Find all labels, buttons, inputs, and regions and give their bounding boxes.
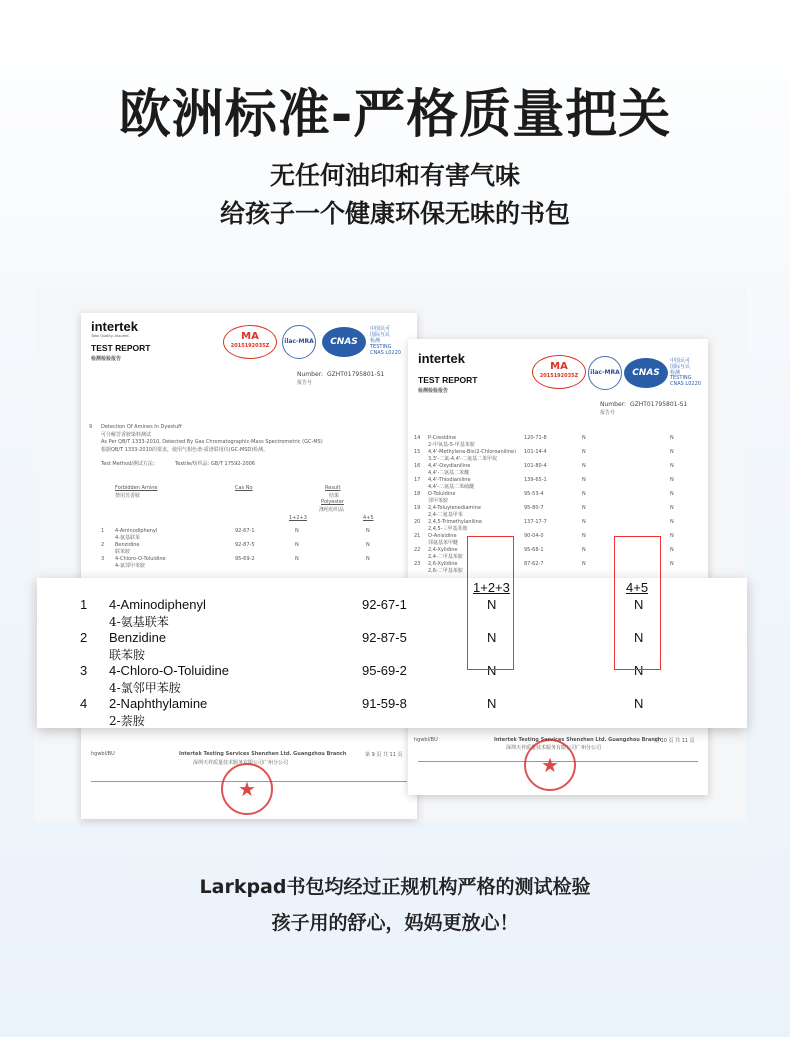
row-name: Benzidine xyxy=(109,630,167,645)
row-result-2: N xyxy=(670,463,674,469)
row-name: 2,4,5-Trimethylaniline xyxy=(428,519,482,525)
col-polyester-cn: 涤纶纺织品 xyxy=(319,507,345,513)
row-no: 3 xyxy=(101,556,105,562)
report-number-value: GZHT01795801-S1 xyxy=(327,371,385,378)
row-name: 4-Chloro-O-Toluidine xyxy=(109,663,229,678)
row-cas: 95-80-7 xyxy=(524,505,544,511)
company-seal-icon: ★ xyxy=(221,763,273,815)
row-result-1: N xyxy=(582,561,586,567)
row-no: 14 xyxy=(414,435,421,441)
row-result-2: N xyxy=(634,663,644,678)
report-number-label: Number: xyxy=(600,401,627,408)
row-name-cn: 联苯胺 xyxy=(109,648,146,662)
footer-company: Intertek Testing Services Shenzhen Ltd. Guangzhou Branch xyxy=(179,751,347,757)
textile-standard: Textile/纺织品: GB/T 17592-2006 xyxy=(175,461,255,467)
row-result-1: N xyxy=(582,491,586,497)
row-cas: 92-67-1 xyxy=(362,597,407,612)
row-no: 2 xyxy=(101,542,105,548)
footer-line-1: Larkpad书包均经过正规机构严格的测试检验 xyxy=(199,876,591,898)
row-result-1: N xyxy=(295,528,299,534)
col-forbidden-amine-cn: 禁用芳香胺 xyxy=(115,493,141,499)
footer-company-cn: 深圳天祥质量技术服务有限公司广州分公司 xyxy=(193,760,289,766)
method-line-1: As Per QB/T 1333-2010, Detected By Gas Chromatographic-Mass Spectrometric (GC-MS) xyxy=(101,439,323,445)
row-result-1: N xyxy=(295,556,299,562)
row-result-2: N xyxy=(670,435,674,441)
ma-number: 2015192035Z xyxy=(539,373,579,379)
headline: 欧洲标准-严格质量把关 xyxy=(118,85,672,145)
row-name: 4-Chloro-O-Toluidine xyxy=(115,556,166,562)
row-result-2: N xyxy=(670,505,674,511)
row-no: 16 xyxy=(414,463,421,469)
zoom-col-45: 4+5 xyxy=(626,580,649,595)
cnas-text-3: 检测 xyxy=(370,338,381,344)
row-no: 17 xyxy=(414,477,421,483)
method-line-2: 根据QB/T 1333-2010的要求，使用气相色谱-质谱联用仪(GC-MSD)检测。 xyxy=(101,447,269,453)
row-no: 20 xyxy=(414,519,421,525)
ma-text: MA xyxy=(550,361,568,372)
company-seal-icon: ★ xyxy=(524,739,576,791)
section-title: Detection Of Amines In Dyestuff xyxy=(101,424,182,430)
footer-page: 第 10 页 共 11 页 xyxy=(654,738,695,744)
report-number-label: Number: xyxy=(297,371,324,378)
cnas-text-4: TESTING xyxy=(670,375,692,381)
row-no: 1 xyxy=(80,597,88,612)
row-name-cn: 2,4-二氨基甲苯 xyxy=(428,512,463,518)
intertek-logo: intertek xyxy=(91,319,138,334)
test-method-label: Test Method/测试方法： xyxy=(101,461,158,467)
row-cas: 91-59-8 xyxy=(362,696,407,711)
row-name: 2,4-Toluylenediamine xyxy=(428,505,481,511)
row-name-cn: 3,3'-二氯-4,4'-二氨基二苯甲烷 xyxy=(428,456,498,462)
row-name-cn: 4-氯邻甲苯胺 xyxy=(109,681,181,695)
row-name: 4,4'-Oxydianiline xyxy=(428,463,471,469)
highlight-box-123 xyxy=(467,536,514,670)
row-name: 2,6-Xylidine xyxy=(428,561,458,567)
row-cas: 120-71-8 xyxy=(524,435,547,441)
report-title: TEST REPORT xyxy=(418,375,478,385)
row-cas: 92-87-5 xyxy=(362,630,407,645)
cnas-text-3: 检测 xyxy=(670,370,681,376)
row-no: 18 xyxy=(414,491,421,497)
row-name-cn: 4,4'-二氨基二苯硫醚 xyxy=(428,484,475,490)
footer-page: 第 9 页 共 11 页 xyxy=(365,752,403,758)
row-result-1: N xyxy=(487,630,497,645)
row-no: 22 xyxy=(414,547,421,553)
report-title: TEST REPORT xyxy=(91,343,151,353)
row-cas: 101-14-4 xyxy=(524,449,547,455)
row-name-cn: 2-甲氧基-5-甲基苯胺 xyxy=(428,442,475,448)
row-name-cn: 2,4,5-三甲基苯胺 xyxy=(428,526,468,532)
row-cas: 95-69-2 xyxy=(362,663,407,678)
col-cas: Cas No xyxy=(235,485,253,491)
cnas-text-5: CNAS L0220 xyxy=(670,381,701,387)
ilac-mra-logo: ilac-MRA xyxy=(588,356,622,390)
row-cas: 95-68-1 xyxy=(524,547,544,553)
row-cas: 101-80-4 xyxy=(524,463,547,469)
row-result-1: N xyxy=(582,547,586,553)
row-name-cn: 邻氨基苯甲醚 xyxy=(428,540,459,546)
row-result-1: N xyxy=(582,505,586,511)
row-no: 15 xyxy=(414,449,421,455)
cnas-text-1: 中国认可 xyxy=(670,358,691,364)
row-result-1: N xyxy=(582,519,586,525)
footer-company-cn: 深圳天祥质量技术服务有限公司广州分公司 xyxy=(506,745,602,751)
row-cas: 92-67-1 xyxy=(235,528,255,534)
row-result-2: N xyxy=(670,449,674,455)
ma-number: 2015192035Z xyxy=(230,343,270,349)
row-no: 19 xyxy=(414,505,421,511)
row-cas: 139-65-1 xyxy=(524,477,547,483)
row-result-2: N xyxy=(634,630,644,645)
report-number-cn: 报告号 xyxy=(297,380,313,386)
row-result-2: N xyxy=(670,519,674,525)
row-result-1: N xyxy=(487,663,497,678)
report-number-cn: 报告号 xyxy=(600,410,616,416)
ma-text: MA xyxy=(241,331,259,342)
footer-line-2: 孩子用的舒心，妈妈更放心！ xyxy=(271,912,519,934)
footer-company: Intertek Testing Services Shenzhen Ltd. Guangzhou Branch xyxy=(494,737,662,743)
col-polyester: Polyester xyxy=(321,499,345,505)
row-result-1: N xyxy=(582,449,586,455)
row-no: 3 xyxy=(80,663,88,678)
row-name: O-Anisidine xyxy=(428,533,457,539)
row-name: 4,4'-Thiodianiline xyxy=(428,477,471,483)
section-number: 9 xyxy=(89,424,93,430)
row-result-1: N xyxy=(582,533,586,539)
row-name-cn: 4-氨基联苯 xyxy=(109,615,169,629)
row-name-cn: 4-氯邻甲苯胺 xyxy=(115,563,145,569)
row-name: 4,4'-Methylene-Bis(2-Chloroaniline) xyxy=(428,449,517,455)
cnas-logo: CNAS xyxy=(624,358,668,388)
row-no: 4 xyxy=(80,696,88,711)
row-result-2: N xyxy=(670,477,674,483)
row-name-cn: 2,4-二甲基苯胺 xyxy=(428,554,463,560)
row-result-1: N xyxy=(487,696,497,711)
row-name: Benzidine xyxy=(115,542,140,548)
table-row xyxy=(37,694,747,728)
row-cas: 87-62-7 xyxy=(524,561,544,567)
row-name-cn: 4-氨基联苯 xyxy=(115,535,140,541)
subtitle-line-1: 无任何油印和有害气味 xyxy=(269,161,520,190)
row-cas: 90-04-0 xyxy=(524,533,544,539)
footer-code: hgwbl/BU xyxy=(414,737,438,743)
row-result-2: N xyxy=(366,556,370,562)
row-name: 2-Naphthylamine xyxy=(109,696,208,711)
row-result-2: N xyxy=(634,696,644,711)
col-123: 1+2+3 xyxy=(289,515,307,521)
row-no: 1 xyxy=(101,528,105,534)
cnas-text-1: 中国认可 xyxy=(370,326,391,332)
row-result-1: N xyxy=(487,597,497,612)
report-title-cn: 检测检验报告 xyxy=(91,356,122,362)
cnas-text-2: 国际互认 xyxy=(370,332,391,338)
cnas-text-4: TESTING xyxy=(370,344,392,350)
cnas-text-5: CNAS L0220 xyxy=(370,350,401,356)
highlight-box-45 xyxy=(614,536,661,670)
row-name-cn: 邻甲苯胺 xyxy=(428,498,449,504)
col-forbidden-amine: Forbidden Amine xyxy=(115,485,158,491)
row-name: P-Cresidine xyxy=(428,435,457,441)
row-result-1: N xyxy=(582,477,586,483)
row-name-cn: 联苯胺 xyxy=(115,549,131,555)
row-name-cn: 2,6-二甲基苯胺 xyxy=(428,568,463,574)
subtitle-line-2: 给孩子一个健康环保无味的书包 xyxy=(219,199,570,228)
row-name: 4-Aminodiphenyl xyxy=(109,597,206,612)
row-result-1: N xyxy=(295,542,299,548)
ma-stamp xyxy=(223,325,277,359)
row-cas: 92-87-5 xyxy=(235,542,255,548)
cnas-logo: CNAS xyxy=(322,327,366,357)
cnas-text-2: 国际互认 xyxy=(670,364,691,370)
row-result-1: N xyxy=(582,435,586,441)
row-no: 2 xyxy=(80,630,88,645)
row-result-2: N xyxy=(366,528,370,534)
row-result-1: N xyxy=(582,463,586,469)
row-result-2: N xyxy=(634,597,644,612)
footer-code: hgwbl/BU xyxy=(91,751,115,757)
ma-stamp xyxy=(532,355,586,389)
row-cas: 95-53-4 xyxy=(524,491,544,497)
row-result-2: N xyxy=(670,491,674,497)
row-result-2: N xyxy=(366,542,370,548)
section-title-cn: 可分解芳香胺染料测试 xyxy=(101,432,152,438)
row-result-2: N xyxy=(670,533,674,539)
row-no: 23 xyxy=(414,561,421,567)
row-name: O-Toluidine xyxy=(428,491,456,497)
test-report-left xyxy=(81,313,417,819)
report-title-cn: 检测检验报告 xyxy=(418,388,449,394)
ilac-mra-logo: ilac-MRA xyxy=(282,325,316,359)
row-name: 2,4-Xylidine xyxy=(428,547,458,553)
logo-tagline: Total Quality. Assured. xyxy=(91,334,130,338)
row-cas: 137-17-7 xyxy=(524,519,547,525)
col-result: Result xyxy=(325,485,341,491)
intertek-logo: intertek xyxy=(418,351,465,366)
row-no: 21 xyxy=(414,533,421,539)
col-result-cn: 结果 xyxy=(329,493,340,499)
col-45: 4+5 xyxy=(363,515,374,521)
report-number-value: GZHT01795801-S1 xyxy=(630,401,688,408)
row-result-2: N xyxy=(670,547,674,553)
row-name-cn: 2-萘胺 xyxy=(109,714,145,728)
row-name: 4-Aminodiphenyl xyxy=(115,528,158,534)
row-cas: 95-69-2 xyxy=(235,556,255,562)
row-result-2: N xyxy=(670,561,674,567)
zoom-col-123: 1+2+3 xyxy=(473,580,510,595)
row-name-cn: 4,4'-二氨基二苯醚 xyxy=(428,470,470,476)
